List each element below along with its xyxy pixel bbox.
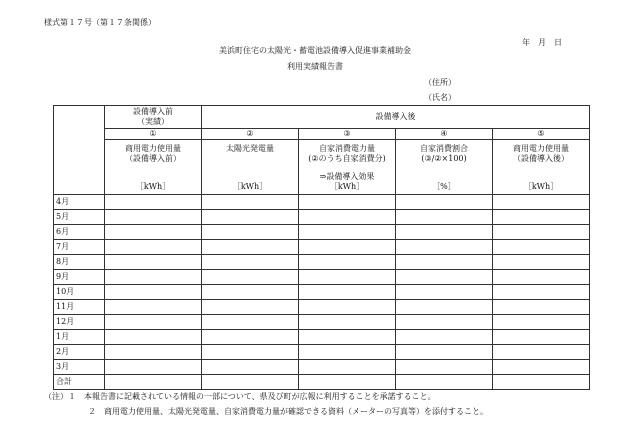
- entry-cell[interactable]: [493, 300, 590, 315]
- entry-cell[interactable]: [493, 225, 590, 240]
- table-row: [54, 255, 590, 270]
- column-number-2: ②: [202, 129, 299, 140]
- column-label-line: 自家消費電力量: [319, 144, 375, 153]
- entry-cell[interactable]: [396, 255, 493, 270]
- table-row: [54, 360, 590, 375]
- document-subtitle: 利用実績報告書: [287, 62, 343, 71]
- table-row: [54, 225, 590, 240]
- entry-cell[interactable]: [493, 255, 590, 270]
- note-1: （注）１ 本報告書に記載されている情報の一部について、県及び町が広報に利用することを承諾すること。: [44, 392, 436, 401]
- table-row: [54, 330, 590, 345]
- address-label: （住所）: [424, 78, 456, 87]
- entry-cell[interactable]: [299, 255, 396, 270]
- column-label-line: (②のうち自家消費分): [308, 154, 386, 163]
- column-unit: ［kWh］: [135, 182, 171, 191]
- table-row: [54, 315, 590, 330]
- entry-cell[interactable]: [105, 225, 202, 240]
- document-title: 美浜町住宅の太陽光・蓄電池設備導入促進事業補助金: [219, 46, 411, 55]
- entry-cell[interactable]: [493, 360, 590, 375]
- date-line: 年 月 日: [522, 38, 562, 47]
- month-label: 1月: [54, 330, 105, 345]
- entry-cell[interactable]: [396, 330, 493, 345]
- entry-cell[interactable]: [396, 345, 493, 360]
- table-row: [54, 300, 590, 315]
- entry-cell[interactable]: [299, 210, 396, 225]
- column-unit: ［kWh］: [329, 182, 365, 191]
- entry-cell[interactable]: [202, 285, 299, 300]
- table-row: [54, 270, 590, 285]
- entry-cell[interactable]: [105, 375, 202, 390]
- entry-cell[interactable]: [202, 315, 299, 330]
- column-description-5: [493, 140, 590, 195]
- entry-cell[interactable]: [493, 345, 590, 360]
- corner-cell: [54, 106, 105, 195]
- entry-cell[interactable]: [396, 315, 493, 330]
- column-number-5: ⑤: [493, 129, 590, 140]
- entry-cell[interactable]: [105, 360, 202, 375]
- entry-cell[interactable]: [202, 345, 299, 360]
- column-description-2: [202, 140, 299, 195]
- entry-cell[interactable]: [396, 300, 493, 315]
- month-label: 7月: [54, 240, 105, 255]
- column-label-line: 商用電力使用量: [513, 144, 569, 153]
- month-label: 3月: [54, 360, 105, 375]
- entry-cell[interactable]: [202, 255, 299, 270]
- entry-cell[interactable]: [105, 270, 202, 285]
- month-label: 6月: [54, 225, 105, 240]
- entry-cell[interactable]: [299, 285, 396, 300]
- header-row-numbers: [54, 129, 590, 140]
- entry-cell[interactable]: [396, 240, 493, 255]
- column-label-line: 太陽光発電量: [226, 144, 274, 153]
- column-label-line: （設備導入前）: [125, 154, 181, 163]
- entry-cell[interactable]: [299, 315, 396, 330]
- table-row: [54, 345, 590, 360]
- entry-cell[interactable]: [493, 375, 590, 390]
- entry-cell[interactable]: [105, 345, 202, 360]
- entry-cell[interactable]: [299, 300, 396, 315]
- month-label: 11月: [54, 300, 105, 315]
- column-description-3: [299, 140, 396, 195]
- entry-cell[interactable]: [396, 210, 493, 225]
- column-effect-label: ⇒設備導入効果: [319, 172, 375, 181]
- column-label-line: 商用電力使用量: [125, 144, 181, 153]
- entry-cell[interactable]: [202, 195, 299, 210]
- entry-cell[interactable]: [396, 270, 493, 285]
- column-unit: ［kWh］: [232, 182, 268, 191]
- header-row-descriptions: [54, 140, 590, 195]
- entry-cell[interactable]: [299, 270, 396, 285]
- entry-cell[interactable]: [202, 330, 299, 345]
- month-label: 4月: [54, 195, 105, 210]
- column-number-4: ④: [396, 129, 493, 140]
- entry-cell[interactable]: [299, 375, 396, 390]
- entry-cell[interactable]: [299, 360, 396, 375]
- entry-cell[interactable]: [105, 285, 202, 300]
- entry-cell[interactable]: [493, 330, 590, 345]
- entry-cell[interactable]: [493, 315, 590, 330]
- entry-cell[interactable]: [105, 255, 202, 270]
- table-row: [54, 195, 590, 210]
- entry-cell[interactable]: [105, 240, 202, 255]
- entry-cell[interactable]: [396, 375, 493, 390]
- entry-cell[interactable]: [105, 300, 202, 315]
- column-label-line: （設備導入後）: [513, 154, 569, 163]
- header-row-top: [54, 106, 590, 129]
- entry-cell[interactable]: [396, 195, 493, 210]
- month-label: 8月: [54, 255, 105, 270]
- month-label: 12月: [54, 315, 105, 330]
- entry-cell[interactable]: [299, 345, 396, 360]
- after-header-cell: [202, 106, 590, 129]
- entry-cell[interactable]: [105, 195, 202, 210]
- entry-cell[interactable]: [202, 240, 299, 255]
- column-number-1: ①: [105, 129, 202, 140]
- month-label: 10月: [54, 285, 105, 300]
- column-description-1: [105, 140, 202, 195]
- month-label: 2月: [54, 345, 105, 360]
- entry-cell[interactable]: [202, 270, 299, 285]
- entry-cell[interactable]: [299, 240, 396, 255]
- entry-cell[interactable]: [202, 225, 299, 240]
- entry-cell[interactable]: [202, 300, 299, 315]
- entry-cell[interactable]: [299, 195, 396, 210]
- form-number: 様式第１７号（第１７条関係）: [44, 18, 156, 27]
- table-row: [54, 240, 590, 255]
- entry-cell[interactable]: [202, 360, 299, 375]
- entry-cell[interactable]: [299, 330, 396, 345]
- entry-cell[interactable]: [396, 225, 493, 240]
- column-description-4: [396, 140, 493, 195]
- entry-cell[interactable]: [493, 210, 590, 225]
- entry-cell[interactable]: [493, 285, 590, 300]
- column-number-3: ③: [299, 129, 396, 140]
- usage-report-table: [53, 105, 590, 390]
- entry-cell[interactable]: [493, 240, 590, 255]
- month-label: 9月: [54, 270, 105, 285]
- entry-cell[interactable]: [493, 195, 590, 210]
- column-unit: ［kWh］: [523, 182, 559, 191]
- entry-cell[interactable]: [202, 210, 299, 225]
- column-label-line: 自家消費割合: [420, 144, 468, 153]
- name-label: （氏名）: [424, 93, 456, 102]
- column-unit: ［%］: [432, 182, 456, 191]
- after-header: 設備導入後: [375, 112, 416, 121]
- entry-cell[interactable]: [396, 285, 493, 300]
- entry-cell[interactable]: [105, 210, 202, 225]
- entry-cell[interactable]: [299, 225, 396, 240]
- month-label: 5月: [54, 210, 105, 225]
- entry-cell[interactable]: [105, 315, 202, 330]
- total-label: 合計: [54, 375, 105, 390]
- table-row: [54, 285, 590, 300]
- table-row: [54, 210, 590, 225]
- table-row: [54, 375, 590, 390]
- entry-cell[interactable]: [396, 360, 493, 375]
- note-2: ２ 商用電力使用量、太陽光発電量、自家消費電力量が確認できる資料（メーターの写真等）を添付すること。: [88, 407, 488, 416]
- before-header-cell: [105, 106, 202, 129]
- before-sub: （実績）: [137, 117, 169, 126]
- entry-cell[interactable]: [202, 375, 299, 390]
- before-header: 設備導入前: [133, 107, 173, 116]
- column-label-line: (③/②×100): [421, 154, 467, 163]
- entry-cell[interactable]: [105, 330, 202, 345]
- entry-cell[interactable]: [493, 270, 590, 285]
